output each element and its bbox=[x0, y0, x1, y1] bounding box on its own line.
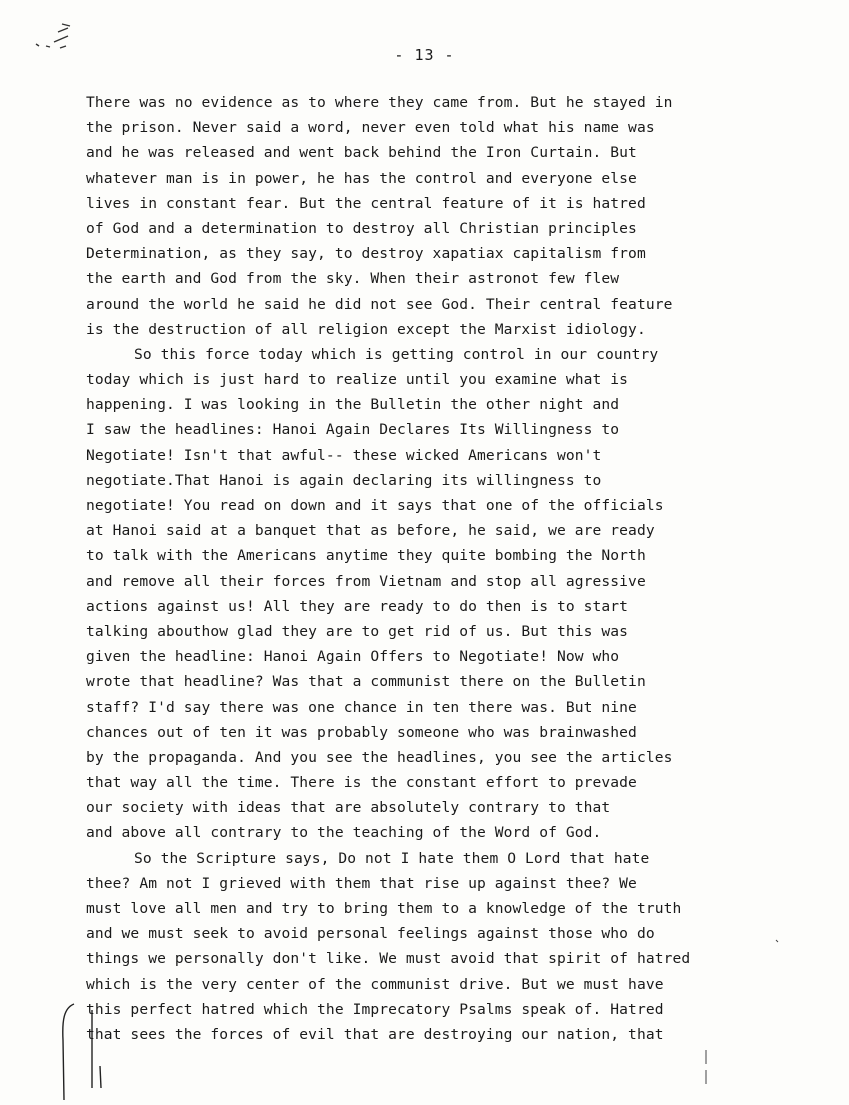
text-line: that way all the time. There is the constant effort to prevade bbox=[86, 774, 637, 792]
text-line: is the destruction of all religion except the Marxist idiology. bbox=[86, 320, 646, 338]
text-line: this perfect hatred which the Imprecatory Psalms speak of. Hatred bbox=[86, 1000, 664, 1018]
text-line: There was no evidence as to where they came from. But he stayed in bbox=[86, 94, 673, 111]
text-line: that sees the forces of evil that are destroying our nation, that bbox=[86, 1025, 664, 1043]
text-line: and he was released and went back behind the Iron Curtain. But bbox=[86, 144, 637, 162]
text-line: negotiate.That Hanoi is again declaring its willingness to bbox=[86, 471, 602, 489]
page-number: - 13 - bbox=[394, 46, 455, 64]
text-line: So this force today which is getting control in our country bbox=[134, 345, 659, 363]
paragraph bbox=[86, 342, 806, 846]
text-line: our society with ideas that are absolutely contrary to that bbox=[86, 799, 611, 817]
text-line: the prison. Never said a word, never even told what his name was bbox=[86, 119, 655, 137]
text-line: staff? I'd say there was one chance in ten there was. But nine bbox=[86, 698, 637, 716]
text-line: wrote that headline? Was that a communist there on the Bulletin bbox=[86, 673, 646, 691]
text-line: Negotiate! Isn't that awful-- these wicked Americans won't bbox=[86, 446, 602, 464]
paragraph bbox=[86, 90, 806, 342]
text-line: and remove all their forces from Vietnam and stop all agressive bbox=[86, 572, 646, 590]
text-line: Determination, as they say, to destroy xapatiax capitalism from bbox=[86, 245, 646, 263]
text-line: things we personally don't like. We must avoid that spirit of hatred bbox=[86, 950, 691, 968]
scribble-mark bbox=[36, 24, 70, 48]
text-line: and above all contrary to the teaching of the Word of God. bbox=[86, 824, 602, 842]
document-body bbox=[86, 90, 806, 1047]
text-line: given the headline: Hanoi Again Offers to Negotiate! Now who bbox=[86, 648, 620, 666]
text-line: lives in constant fear. But the central feature of it is hatred bbox=[86, 194, 646, 212]
text-line: chances out of ten it was probably someone who was brainwashed bbox=[86, 723, 637, 741]
text-line: today which is just hard to realize until you examine what is bbox=[86, 371, 629, 389]
text-line: to talk with the Americans anytime they quite bombing the North bbox=[86, 547, 646, 565]
text-line: happening. I was looking in the Bulletin the other night and bbox=[86, 396, 620, 414]
text-line: whatever man is in power, he has the control and everyone else bbox=[86, 169, 637, 187]
text-line: at Hanoi said at a banquet that as before, he said, we are ready bbox=[86, 522, 655, 540]
text-line: the earth and God from the sky. When their astronot few flew bbox=[86, 270, 620, 288]
text-line: So the Scripture says, Do not I hate them O Lord that hate bbox=[134, 849, 650, 867]
text-line: of God and a determination to destroy all Christian principles bbox=[86, 219, 637, 237]
text-line: and we must seek to avoid personal feelings against those who do bbox=[86, 925, 655, 943]
text-line: actions against us! All they are ready to do then is to start bbox=[86, 597, 629, 615]
text-line: which is the very center of the communist drive. But we must have bbox=[86, 975, 664, 993]
text-line: negotiate! You read on down and it says that one of the officials bbox=[86, 497, 664, 514]
text-line: talking abouthow glad they are to get rid of us. But this was bbox=[86, 622, 629, 640]
text-line: around the world he said he did not see God. Their central feature bbox=[86, 295, 673, 313]
paragraph bbox=[86, 846, 806, 1048]
text-line: thee? Am not I grieved with them that rise up against thee? We bbox=[86, 874, 637, 892]
text-line: must love all men and try to bring them to a knowledge of the truth bbox=[86, 900, 682, 917]
text-line: by the propaganda. And you see the headlines, you see the articles bbox=[86, 748, 673, 766]
text-line: I saw the headlines: Hanoi Again Declares Its Willingness to bbox=[86, 421, 620, 439]
